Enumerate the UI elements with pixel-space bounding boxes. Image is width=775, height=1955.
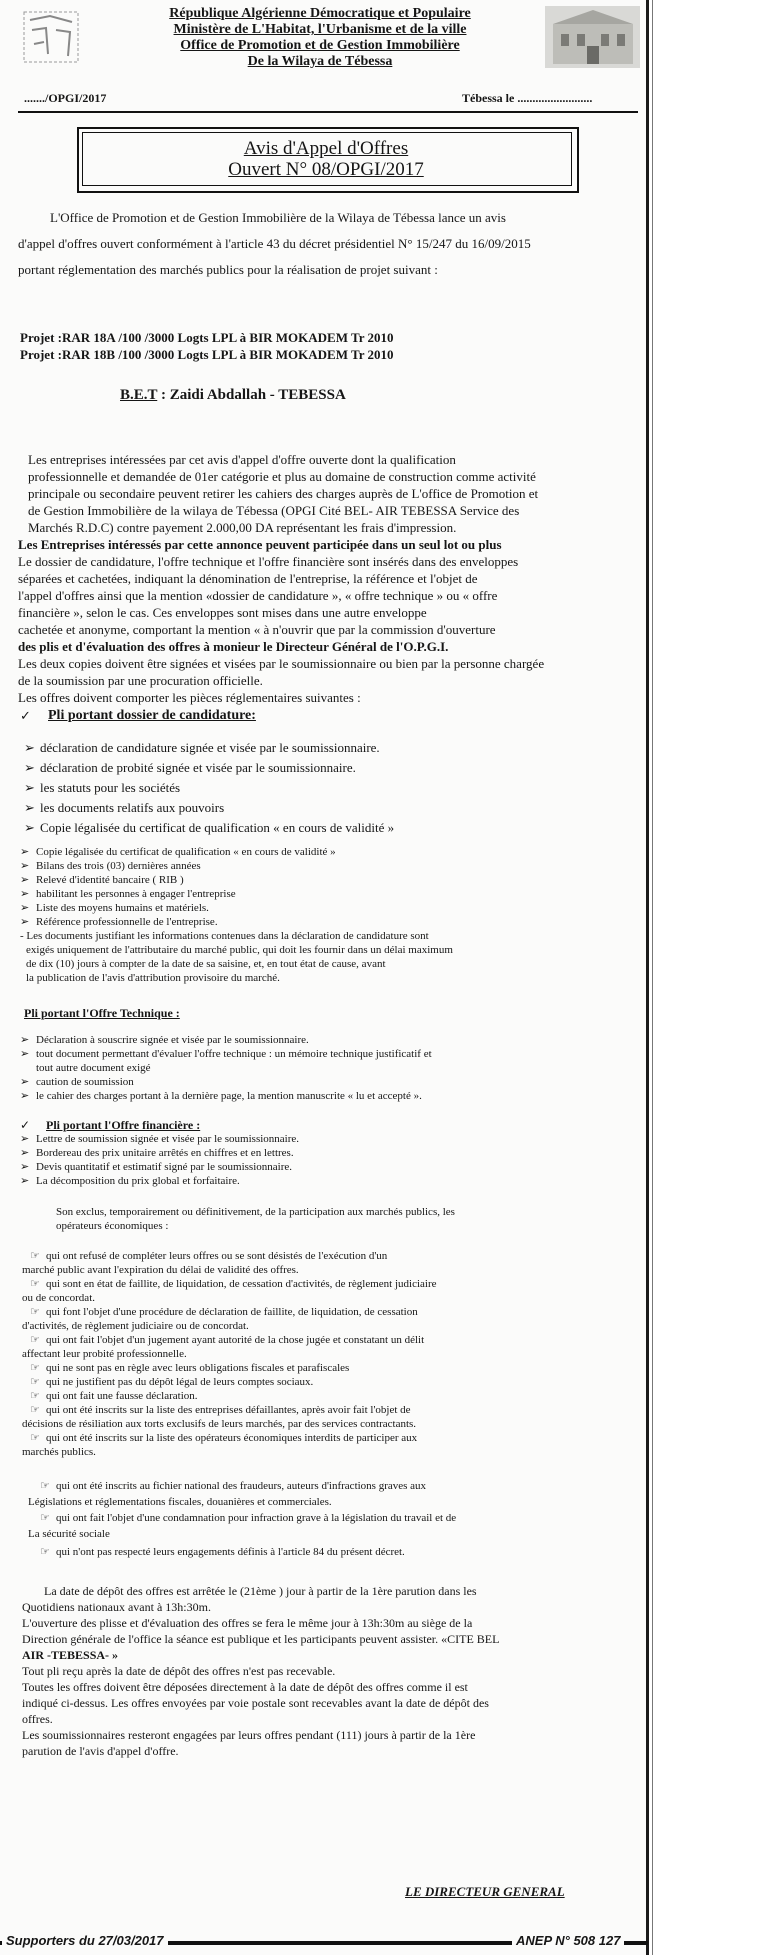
list-item: les documents relatifs aux pouvoirs: [40, 800, 225, 815]
exclusion-line: Législations et réglementations fiscales, douanières et commerciales.: [28, 1496, 332, 1508]
body-line: principale ou secondaire peuvent retirer les cahiers des charges auprès de L'office de Promotion et: [28, 486, 539, 501]
arrow-icon: ➢: [20, 902, 30, 914]
list-item: Copie légalisée du certificat de qualification « en cours de validité »: [36, 846, 336, 858]
bet-line: [120, 388, 346, 403]
list-item: Copie légalisée du certificat de qualification « en cours de validité »: [40, 820, 395, 835]
exclusion-line: qui ont fait l'objet d'une condamnation pour infraction grave à la législation du travail et de: [56, 1512, 457, 1524]
closing-line: Direction générale de l'office la séance est publique et les participants peuvent assister. «CITE BEL: [22, 1632, 500, 1646]
exclusion-line: affectant leur probité professionnelle.: [22, 1348, 187, 1360]
page-edge-shadow: [652, 0, 653, 1955]
exclusion-intro: opérateurs économiques :: [56, 1220, 169, 1232]
pointer-icon: ☞: [40, 1546, 50, 1558]
closing-line: La date de dépôt des offres est arrêtée le (21ème ) jour à partir de la 1ère parution dans les: [44, 1584, 477, 1598]
exclusion-line: décisions de résiliation aux torts exclusifs de leurs marchés, par des services contractants.: [22, 1418, 417, 1430]
arrow-icon: ➢: [20, 846, 30, 858]
pointer-icon: ☞: [30, 1404, 40, 1416]
list-item: Référence professionnelle de l'entreprise.: [36, 916, 218, 928]
body-line: professionnelle et demandée de 01er catégorie et plus au domaine de construction comme activité: [28, 469, 536, 484]
arrow-icon: ➢: [24, 740, 35, 755]
header-line-4: De la Wilaya de Tébessa: [247, 54, 393, 69]
pointer-icon: ☞: [30, 1334, 40, 1346]
list-item: les statuts pour les sociétés: [40, 780, 181, 795]
exclusion-line: qui ont été inscrits sur la liste des entreprises défaillantes, après avoir fait l'objet de: [46, 1404, 411, 1416]
project-line: Projet :RAR 18B /100 /3000 Logts LPL à BIR MOKADEM Tr 2010: [20, 347, 394, 362]
closing-line: parution de l'avis d'appel d'offre.: [22, 1744, 179, 1758]
list-item: le cahier des charges portant à la dernière page, la mention manuscrite « lu et accepté ».: [36, 1090, 422, 1102]
list-item: La décomposition du prix global et forfaitaire.: [36, 1175, 240, 1187]
closing-line: indiqué ci-dessus. Les offres envoyées par voie postale sont recevables avant la date de dépôt des: [22, 1696, 489, 1710]
list-item: Relevé d'identité bancaire ( RIB ): [36, 874, 184, 886]
exclusion-line: d'activités, de règlement judiciaire ou de concordat.: [22, 1320, 249, 1332]
arrow-icon: ➢: [20, 860, 30, 872]
exclusion-line: qui ne sont pas en règle avec leurs obligations fiscales et parafiscales: [46, 1362, 350, 1374]
list-item: tout autre document exigé: [36, 1062, 151, 1074]
signature: LE DIRECTEUR GENERAL: [405, 1884, 565, 1899]
intro-line: portant réglementation des marchés publics pour la réalisation de projet suivant :: [18, 262, 438, 277]
exclusion-line: qui ont été inscrits sur la liste des opérateurs économiques interdits de participer aux: [46, 1432, 418, 1444]
intro-line: d'appel d'offres ouvert conformément à l'article 43 du décret présidentiel N° 15/247 du 16/09/2015: [18, 236, 531, 251]
title-line-2: Ouvert N° 08/OPGI/2017: [228, 159, 424, 180]
pointer-icon: ☞: [40, 1512, 50, 1524]
header-line-3: Office de Promotion et de Gestion Immobilière: [180, 38, 460, 53]
exclusion-line: ou de concordat.: [22, 1292, 95, 1304]
arrow-icon: ➢: [20, 1175, 30, 1187]
arrow-icon: ➢: [20, 874, 30, 886]
exclusion-line: qui font l'objet d'une procédure de déclaration de faillite, de liquidation, de cessation: [46, 1306, 418, 1318]
list-item: Devis quantitatif et estimatif signé par le soumissionnaire.: [36, 1161, 292, 1173]
arrow-icon: ➢: [24, 780, 35, 795]
exclusion-line: qui n'ont pas respecté leurs engagements définis à l'article 84 du présent décret.: [56, 1546, 405, 1558]
check-icon: ✓: [20, 708, 31, 723]
list-item: Bilans des trois (03) dernières années: [36, 860, 201, 872]
section2-heading: Pli portant l'Offre Technique :: [24, 1006, 180, 1020]
body-line: Le dossier de candidature, l'offre technique et l'offre financière sont insérés dans des enveloppes: [18, 554, 519, 569]
exclusion-line: qui ont refusé de compléter leurs offres ou se sont désistés de l'exécution d'un: [46, 1250, 388, 1262]
note-line: exigés uniquement de l'attributaire du marché public, qui doit les fournir dans un délai maximum: [26, 944, 453, 956]
exclusion-intro: Son exclus, temporairement ou définitivement, de la participation aux marchés publics, les: [56, 1206, 455, 1218]
exclusion-line: qui ont fait une fausse déclaration.: [46, 1390, 198, 1402]
closing-line: Les soumissionnaires resteront engagées par leurs offres pendant (111) jours à partir de la 1ère: [22, 1728, 476, 1742]
list-item: déclaration de probité signée et visée par le soumissionnaire.: [40, 760, 356, 775]
header-rule: [18, 111, 638, 113]
header-line-1: République Algérienne Démocratique et Populaire: [169, 6, 471, 21]
list-item: Liste des moyens humains et matériels.: [36, 902, 209, 914]
arrow-icon: ➢: [20, 888, 30, 900]
pointer-icon: ☞: [30, 1278, 40, 1290]
note-line: - Les documents justifiant les informations contenues dans la déclaration de candidature sont: [20, 930, 429, 942]
pointer-icon: ☞: [30, 1390, 40, 1402]
footer-bar: [0, 1930, 648, 1954]
arrow-icon: ➢: [20, 1090, 30, 1102]
body-line: de la soumission par une procuration officielle.: [18, 673, 263, 688]
list-item: tout document permettant d'évaluer l'offre technique : un mémoire technique justificatif et: [36, 1048, 432, 1060]
body-line: cachetée et anonyme, comportant la mention « à n'ouvrir que par la commission d'ouverture: [18, 622, 496, 637]
arrow-icon: ➢: [20, 1076, 30, 1088]
closing-line: Tout pli reçu après la date de dépôt des offres n'est pas recevable.: [22, 1664, 336, 1678]
exclusion-line: La sécurité sociale: [28, 1528, 110, 1540]
pointer-icon: ☞: [30, 1306, 40, 1318]
list-item: Lettre de soumission signée et visée par le soumissionnaire.: [36, 1133, 300, 1145]
body-line: Les offres doivent comporter les pièces réglementaires suivantes :: [18, 690, 361, 705]
pointer-icon: ☞: [30, 1432, 40, 1444]
pointer-icon: ☞: [30, 1250, 40, 1262]
arrow-icon: ➢: [20, 1133, 30, 1145]
list-item: caution de soumission: [36, 1076, 134, 1088]
arrow-icon: ➢: [24, 760, 35, 775]
pointer-icon: ☞: [40, 1480, 50, 1492]
exclusion-line: qui ne justifient pas du dépôt légal de leurs comptes sociaux.: [46, 1376, 314, 1388]
arrow-icon: ➢: [20, 1147, 30, 1159]
list-item: habilitant les personnes à engager l'entreprise: [36, 888, 236, 900]
footer-anep-number: ANEP N° 508 127: [512, 1933, 624, 1948]
closing-line: AIR -TEBESSA- »: [22, 1648, 119, 1662]
body-line: séparées et cachetées, indiquant la dénomination de l'entreprise, la référence et l'objet de: [18, 571, 478, 586]
building-photo: [545, 6, 640, 68]
note-line: de dix (10) jours à compter de la date de sa saisine, et, en tout état de cause, avant: [26, 958, 386, 970]
check-icon: ✓: [20, 1118, 31, 1132]
section1-heading: Pli portant dossier de candidature:: [48, 708, 256, 723]
project-line: Projet :RAR 18A /100 /3000 Logts LPL à BIR MOKADEM Tr 2010: [20, 330, 394, 345]
page-edge: [646, 0, 649, 1955]
arrow-icon: ➢: [24, 820, 35, 835]
exclusion-line: marché public avant l'expiration du délai de validité des offres.: [22, 1264, 299, 1276]
closing-line: Toutes les offres doivent être déposées directement à la date de dépôt des offres comme il est: [22, 1680, 468, 1694]
body-line: Les deux copies doivent être signées et visées par le soumissionnaire ou bien par la personne chargée: [18, 656, 545, 671]
arrow-icon: ➢: [20, 1161, 30, 1173]
exclusion-line: qui ont été inscrits au fichier national des fraudeurs, auteurs d'infractions graves aux: [56, 1480, 427, 1492]
arrow-icon: ➢: [24, 800, 35, 815]
body-line: l'appel d'offres ainsi que la mention «dossier de candidature », « offre technique » ou « offre: [18, 588, 498, 603]
pointer-icon: ☞: [30, 1362, 40, 1374]
body-line: Marchés R.D.C) contre payement 2.000,00 DA représentant les frais d'impression.: [28, 520, 457, 535]
section3-heading: Pli portant l'Offre financière :: [46, 1118, 201, 1132]
pointer-icon: ☞: [30, 1376, 40, 1388]
closing-line: offres.: [22, 1712, 53, 1726]
body-line: de Gestion Immobilière de la wilaya de Tébessa (OPGI Cité BEL- AIR TEBESSA Service des: [28, 503, 520, 518]
arrow-icon: ➢: [20, 1048, 30, 1060]
header-line-2: Ministère de L'Habitat, l'Urbanisme et de la ville: [173, 22, 467, 37]
title-line-1: Avis d'Appel d'Offres: [243, 138, 409, 159]
exclusion-line: marchés publics.: [22, 1446, 96, 1458]
emblem-logo: [20, 8, 84, 66]
reference-number: ......./OPGI/2017: [24, 91, 107, 105]
list-item: Déclaration à souscrire signée et visée par le soumissionnaire.: [36, 1034, 309, 1046]
arrow-icon: ➢: [20, 1034, 30, 1046]
exclusion-line: qui sont en état de faillite, de liquidation, de cessation d'activités, de règlement judiciaire: [46, 1278, 437, 1290]
closing-line: Quotidiens nationaux avant à 13h:30m.: [22, 1600, 211, 1614]
body-line: Les entreprises intéressées par cet avis d'appel d'offre ouverte dont la qualification: [28, 452, 456, 467]
arrow-icon: ➢: [20, 916, 30, 928]
reference-date: Tébessa le .........................: [462, 91, 593, 105]
body-line: des plis et d'évaluation des offres à monieur le Directeur Général de l'O.P.G.I.: [18, 639, 449, 654]
list-item: Bordereau des prix unitaire arrêtés en chiffres et en lettres.: [36, 1147, 294, 1159]
exclusion-line: qui ont fait l'objet d'un jugement ayant autorité de la chose jugée et constatant un délit: [46, 1334, 425, 1346]
closing-line: L'ouverture des plisse et d'évaluation des offres se fera le même jour à 13h:30m au siège de la: [22, 1616, 473, 1630]
list-item: déclaration de candidature signée et visée par le soumissionnaire.: [40, 740, 380, 755]
bet-label: B.E.T: [120, 387, 158, 403]
bet-value: : Zaidi Abdallah - TEBESSA: [157, 387, 346, 403]
footer-publication: Supporters du 27/03/2017: [2, 1933, 168, 1948]
body-line: financière », selon le cas. Ces enveloppes sont mises dans une autre enveloppe: [18, 605, 427, 620]
note-line: la publication de l'avis d'attribution provisoire du marché.: [26, 972, 280, 984]
body-line: Les Entreprises intéressés par cette annonce peuvent participée dans un seul lot ou plus: [18, 537, 502, 552]
intro-line: L'Office de Promotion et de Gestion Immobilière de la Wilaya de Tébessa lance un avis: [50, 210, 506, 225]
